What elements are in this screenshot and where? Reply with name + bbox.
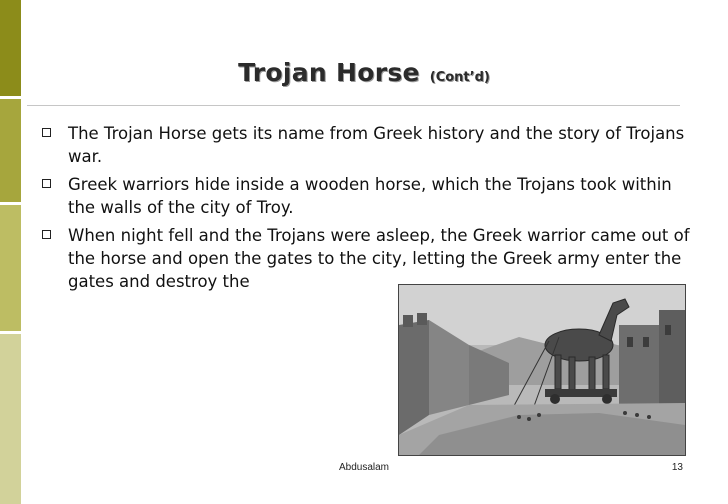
- sidebar-block: [0, 334, 21, 504]
- bullet-text: When night fell and the Trojans were asleep, the Greek warrior came out of the horse and open the gates to the city, letting the Greek army enter the gates and destroy the: [68, 226, 690, 291]
- slide-title: [0, 58, 728, 87]
- bullet-item: [40, 224, 690, 293]
- bullet-item: [40, 122, 690, 168]
- trojan-horse-illustration-graphic: [399, 285, 685, 455]
- slide-title-suffix: (Cont’d): [429, 70, 490, 85]
- square-bullet-icon: [42, 230, 51, 239]
- bullet-text: Greek warriors hide inside a wooden horse, which the Trojans took within the walls of the city of Troy.: [68, 175, 672, 217]
- footer-author: Abdusalam: [338, 462, 390, 473]
- title-divider: [27, 105, 680, 106]
- square-bullet-icon: [42, 179, 51, 188]
- trojan-horse-illustration: [398, 284, 686, 456]
- page-number: 13: [671, 462, 683, 473]
- sidebar-block: [0, 205, 21, 331]
- slide-title-main: Trojan Horse: [238, 58, 420, 87]
- bullet-text: The Trojan Horse gets its name from Greek history and the story of Trojans war.: [68, 124, 685, 166]
- bullet-item: [40, 173, 690, 219]
- bullet-list: [40, 122, 690, 298]
- square-bullet-icon: [42, 128, 51, 137]
- sidebar-block: [0, 99, 21, 202]
